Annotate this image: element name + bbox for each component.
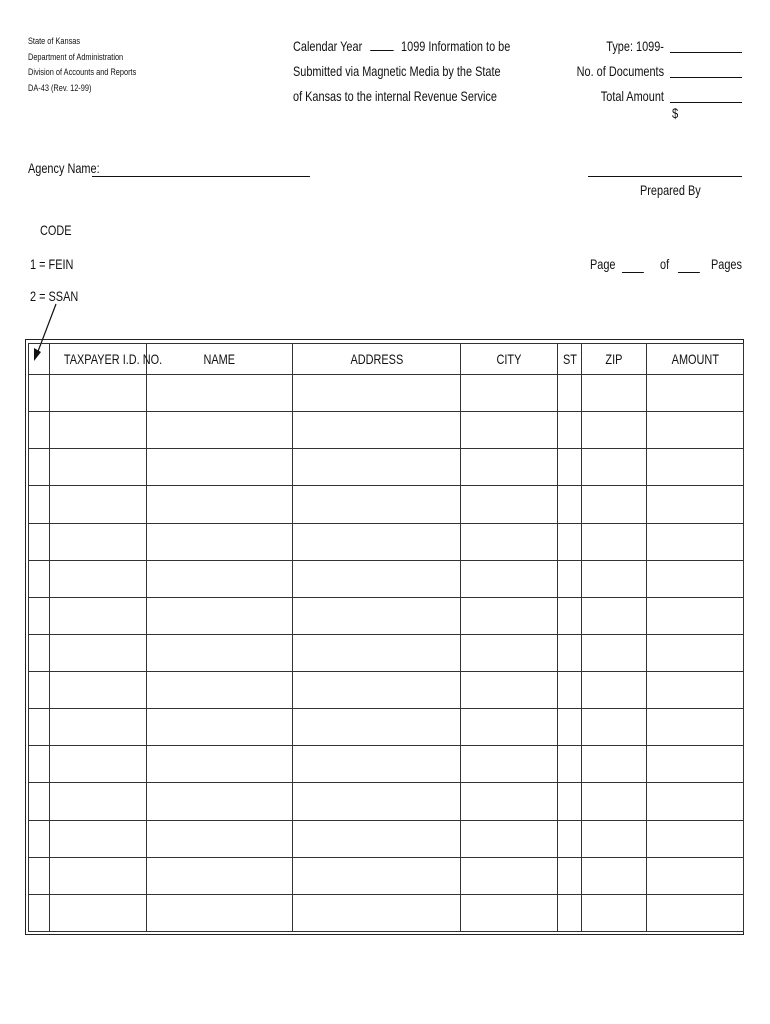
total-amount-label: Total Amount xyxy=(600,88,664,104)
cell-address[interactable] xyxy=(293,523,461,560)
cell-taxpayer-id[interactable] xyxy=(50,857,147,894)
agency-line-division: Division of Accounts and Reports xyxy=(28,67,137,77)
column-header-address: ADDRESS xyxy=(293,344,461,375)
cell-code[interactable] xyxy=(29,523,50,560)
agency-header xyxy=(28,34,160,96)
agency-name-label: Agency Name: xyxy=(28,160,100,176)
cell-name[interactable] xyxy=(147,672,293,709)
cell-state[interactable] xyxy=(558,709,582,746)
cell-code[interactable] xyxy=(29,597,50,634)
prepared-by-field[interactable] xyxy=(588,176,742,177)
cell-city[interactable] xyxy=(461,783,558,820)
cell-name[interactable] xyxy=(147,857,293,894)
cell-amount[interactable] xyxy=(647,894,744,931)
agency-line-department: Department of Administration xyxy=(28,51,124,62)
cell-city[interactable] xyxy=(461,672,558,709)
cell-zip[interactable] xyxy=(582,746,647,783)
table-row xyxy=(29,412,744,449)
column-header-city: CITY xyxy=(461,344,558,375)
cell-zip[interactable] xyxy=(582,449,647,486)
cell-amount[interactable] xyxy=(647,820,744,857)
cell-state[interactable] xyxy=(558,634,582,671)
cell-city[interactable] xyxy=(461,746,558,783)
cell-city[interactable] xyxy=(461,412,558,449)
page-counter xyxy=(590,256,750,276)
table-row xyxy=(29,672,744,709)
cell-taxpayer-id[interactable] xyxy=(50,820,147,857)
form-title xyxy=(293,34,572,109)
cell-state[interactable] xyxy=(558,523,582,560)
cell-code[interactable] xyxy=(29,894,50,931)
documents-field[interactable] xyxy=(670,77,742,78)
cell-zip[interactable] xyxy=(582,820,647,857)
cell-state[interactable] xyxy=(558,857,582,894)
cell-name[interactable] xyxy=(147,634,293,671)
taxpayer-table-frame xyxy=(25,339,744,935)
table-row xyxy=(29,449,744,486)
cell-address[interactable] xyxy=(293,597,461,634)
cell-name[interactable] xyxy=(147,375,293,412)
dollar-sign: $ xyxy=(672,105,679,121)
cell-city[interactable] xyxy=(461,486,558,523)
taxpayer-table xyxy=(28,343,744,932)
table-row xyxy=(29,375,744,412)
cell-address[interactable] xyxy=(293,783,461,820)
cell-zip[interactable] xyxy=(582,597,647,634)
cell-name[interactable] xyxy=(147,746,293,783)
cell-name[interactable] xyxy=(147,597,293,634)
cell-state[interactable] xyxy=(558,449,582,486)
cell-state[interactable] xyxy=(558,375,582,412)
cell-address[interactable] xyxy=(293,820,461,857)
cell-code[interactable] xyxy=(29,486,50,523)
cell-address[interactable] xyxy=(293,375,461,412)
table-row xyxy=(29,634,744,671)
code-ssan: 2 = SSAN xyxy=(30,288,79,304)
cell-state[interactable] xyxy=(558,672,582,709)
cell-amount[interactable] xyxy=(647,523,744,560)
cell-taxpayer-id[interactable] xyxy=(50,894,147,931)
code-fein: 1 = FEIN xyxy=(30,256,74,272)
cell-address[interactable] xyxy=(293,560,461,597)
cell-name[interactable] xyxy=(147,449,293,486)
table-body xyxy=(29,375,744,932)
cell-address[interactable] xyxy=(293,634,461,671)
cell-name[interactable] xyxy=(147,560,293,597)
cell-code[interactable] xyxy=(29,857,50,894)
cell-taxpayer-id[interactable] xyxy=(50,523,147,560)
page-label: Page xyxy=(590,256,616,272)
cell-taxpayer-id[interactable] xyxy=(50,449,147,486)
cell-taxpayer-id[interactable] xyxy=(50,560,147,597)
cell-amount[interactable] xyxy=(647,375,744,412)
code-title: CODE xyxy=(40,222,72,238)
cell-taxpayer-id[interactable] xyxy=(50,486,147,523)
agency-name-field[interactable] xyxy=(92,176,310,177)
table-row xyxy=(29,783,744,820)
cell-code[interactable] xyxy=(29,746,50,783)
cell-city[interactable] xyxy=(461,560,558,597)
pages-label: Pages xyxy=(711,256,742,272)
cell-zip[interactable] xyxy=(582,412,647,449)
cell-amount[interactable] xyxy=(647,746,744,783)
cell-city[interactable] xyxy=(461,597,558,634)
cell-zip[interactable] xyxy=(582,709,647,746)
cell-amount[interactable] xyxy=(647,449,744,486)
column-header-taxpayer-id: TAXPAYER I.D. NO. xyxy=(50,344,147,375)
table-row xyxy=(29,523,744,560)
cell-code[interactable] xyxy=(29,672,50,709)
page-number-field[interactable] xyxy=(622,272,644,273)
cell-amount[interactable] xyxy=(647,597,744,634)
cell-taxpayer-id[interactable] xyxy=(50,634,147,671)
cell-state[interactable] xyxy=(558,746,582,783)
cell-address[interactable] xyxy=(293,449,461,486)
cell-address[interactable] xyxy=(293,709,461,746)
cell-name[interactable] xyxy=(147,783,293,820)
cell-code[interactable] xyxy=(29,412,50,449)
cell-code[interactable] xyxy=(29,449,50,486)
cell-zip[interactable] xyxy=(582,894,647,931)
cell-zip[interactable] xyxy=(582,375,647,412)
cell-amount[interactable] xyxy=(647,672,744,709)
cell-amount[interactable] xyxy=(647,857,744,894)
calendar-year-field[interactable] xyxy=(370,36,393,51)
cell-taxpayer-id[interactable] xyxy=(50,709,147,746)
cell-city[interactable] xyxy=(461,634,558,671)
cell-name[interactable] xyxy=(147,709,293,746)
cell-amount[interactable] xyxy=(647,709,744,746)
prepared-by-label: Prepared By xyxy=(640,182,701,198)
cell-code[interactable] xyxy=(29,709,50,746)
column-header-amount: AMOUNT xyxy=(647,344,744,375)
cell-taxpayer-id[interactable] xyxy=(50,597,147,634)
table-row xyxy=(29,709,744,746)
table-row xyxy=(29,857,744,894)
cell-name[interactable] xyxy=(147,486,293,523)
of-label: of xyxy=(660,256,670,272)
cell-zip[interactable] xyxy=(582,486,647,523)
cell-code[interactable] xyxy=(29,820,50,857)
title-line-3: of Kansas to the internal Revenue Service xyxy=(293,88,497,104)
cell-state[interactable] xyxy=(558,597,582,634)
agency-name-row xyxy=(28,160,120,176)
cell-code[interactable] xyxy=(29,634,50,671)
cell-zip[interactable] xyxy=(582,672,647,709)
cell-amount[interactable] xyxy=(647,412,744,449)
cell-address[interactable] xyxy=(293,486,461,523)
table-row xyxy=(29,560,744,597)
type-field[interactable] xyxy=(670,52,742,53)
cell-zip[interactable] xyxy=(582,634,647,671)
cell-zip[interactable] xyxy=(582,523,647,560)
type-row xyxy=(542,34,742,59)
cell-zip[interactable] xyxy=(582,560,647,597)
column-header-zip: ZIP xyxy=(582,344,647,375)
cell-address[interactable] xyxy=(293,857,461,894)
cell-city[interactable] xyxy=(461,449,558,486)
table-header-row xyxy=(29,344,744,375)
cell-taxpayer-id[interactable] xyxy=(50,746,147,783)
cell-state[interactable] xyxy=(558,560,582,597)
documents-row xyxy=(542,59,742,84)
table-row xyxy=(29,597,744,634)
cell-address[interactable] xyxy=(293,412,461,449)
form-number: DA-43 (Rev. 12-99) xyxy=(28,82,92,93)
cell-name[interactable] xyxy=(147,894,293,931)
agency-line-state: State of Kansas xyxy=(28,36,81,46)
cell-city[interactable] xyxy=(461,523,558,560)
cell-state[interactable] xyxy=(558,820,582,857)
title-line-1 xyxy=(293,34,510,59)
cell-taxpayer-id[interactable] xyxy=(50,375,147,412)
cell-address[interactable] xyxy=(293,746,461,783)
table-row xyxy=(29,746,744,783)
summary-block xyxy=(542,34,742,121)
cell-state[interactable] xyxy=(558,783,582,820)
cell-amount[interactable] xyxy=(647,486,744,523)
cell-code[interactable] xyxy=(29,375,50,412)
table-row xyxy=(29,820,744,857)
title-line-2: Submitted via Magnetic Media by the State xyxy=(293,63,501,79)
cell-state[interactable] xyxy=(558,894,582,931)
cell-amount[interactable] xyxy=(647,634,744,671)
cell-code[interactable] xyxy=(29,560,50,597)
documents-label: No. of Documents xyxy=(576,63,664,79)
cell-name[interactable] xyxy=(147,412,293,449)
type-label: Type: 1099- xyxy=(606,38,664,54)
table-row xyxy=(29,486,744,523)
cell-address[interactable] xyxy=(293,672,461,709)
total-amount-field[interactable] xyxy=(670,102,742,121)
column-header-code xyxy=(29,344,50,375)
column-header-name: NAME xyxy=(147,344,293,375)
cell-city[interactable] xyxy=(461,857,558,894)
page-total-field[interactable] xyxy=(678,272,700,273)
cell-city[interactable] xyxy=(461,375,558,412)
column-header-state: ST xyxy=(558,344,582,375)
table-row xyxy=(29,894,744,931)
cell-name[interactable] xyxy=(147,820,293,857)
cell-code[interactable] xyxy=(29,783,50,820)
cell-amount[interactable] xyxy=(647,783,744,820)
information-label: 1099 Information to be xyxy=(401,38,511,54)
cell-name[interactable] xyxy=(147,523,293,560)
cell-state[interactable] xyxy=(558,412,582,449)
cell-taxpayer-id[interactable] xyxy=(50,672,147,709)
cell-amount[interactable] xyxy=(647,560,744,597)
cell-address[interactable] xyxy=(293,894,461,931)
cell-taxpayer-id[interactable] xyxy=(50,412,147,449)
calendar-year-label: Calendar Year xyxy=(293,38,363,54)
cell-city[interactable] xyxy=(461,709,558,746)
cell-city[interactable] xyxy=(461,894,558,931)
cell-city[interactable] xyxy=(461,820,558,857)
cell-taxpayer-id[interactable] xyxy=(50,783,147,820)
total-row xyxy=(542,84,742,121)
cell-state[interactable] xyxy=(558,486,582,523)
cell-zip[interactable] xyxy=(582,783,647,820)
cell-zip[interactable] xyxy=(582,857,647,894)
